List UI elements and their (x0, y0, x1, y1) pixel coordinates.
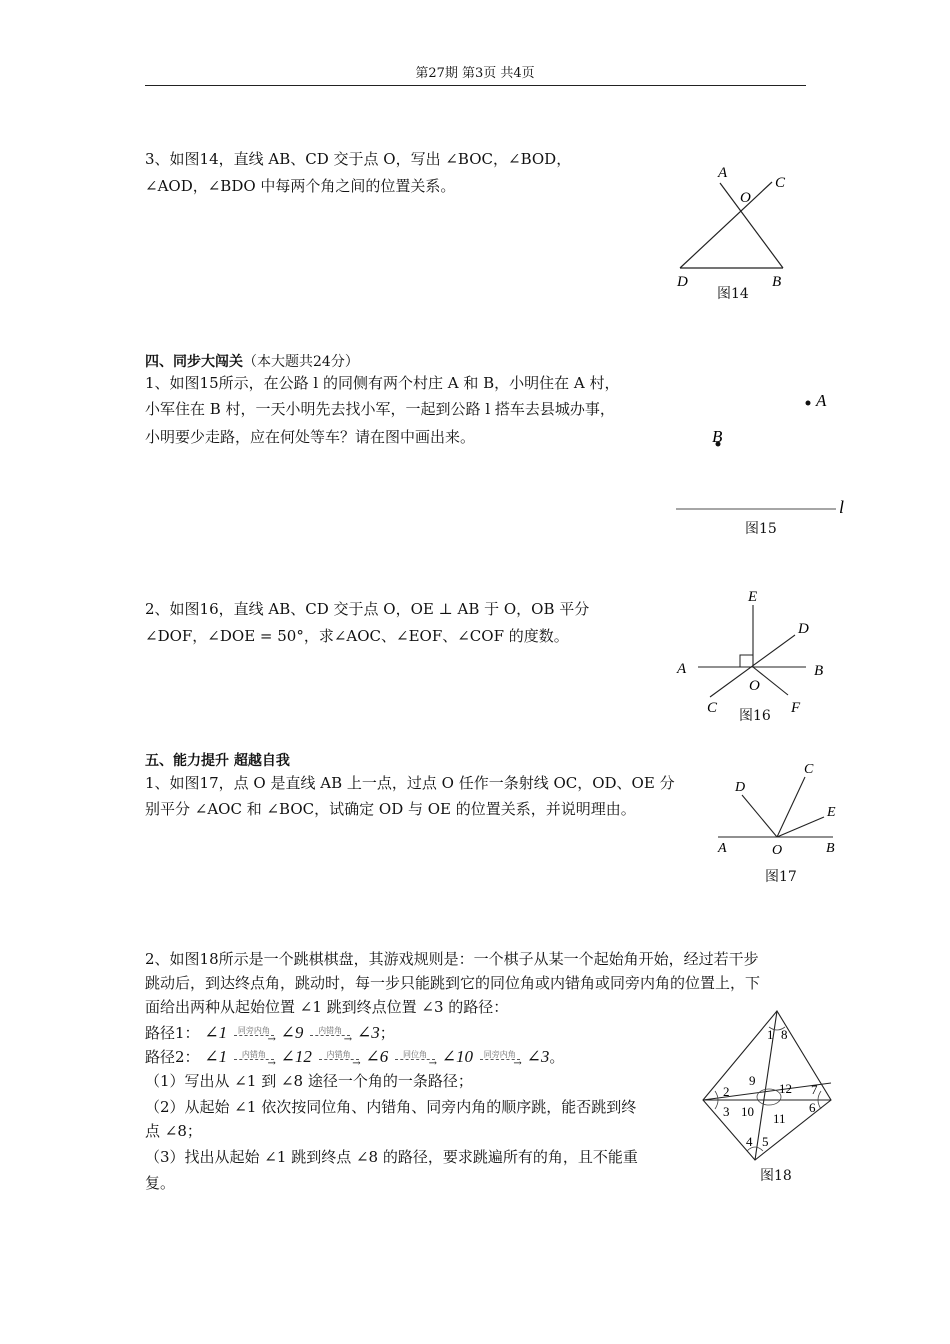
fig16-label-a: A (677, 661, 687, 677)
path-1-angle-b: ∠9 (280, 1023, 304, 1042)
arrow-icon: 内错角 → (308, 1028, 352, 1040)
s4-q1-line1: 1、如图15所示，在公路 l 的同侧有两个村庄 A 和 B，小明住在 A 村， (145, 374, 620, 392)
fig15-label-l: l (839, 497, 845, 517)
line-cd (680, 182, 772, 268)
path-1-angle-a: ∠1 (204, 1023, 228, 1042)
fig16-label-e: E (748, 589, 758, 605)
fig15-label-a: A (816, 391, 827, 410)
caption-16: 图16 (739, 708, 771, 724)
path-2-angle-e: ∠3 (526, 1047, 550, 1066)
fig17-label-c: C (804, 762, 814, 777)
s4-q2-line1: 2、如图16，直线 AB、CD 交于点 O，OE ⊥ AB 于 O，OB 平分 (145, 600, 590, 618)
angle-12: 12 (779, 1081, 792, 1096)
section-4-score: （本大题共24分） (243, 354, 359, 370)
angle-4: 4 (746, 1134, 753, 1149)
s5-sub1: （1）写出从 ∠1 到 ∠8 途径一个角的一条路径； (145, 1072, 473, 1090)
caption-14: 图14 (717, 286, 749, 302)
s4-q2-line2: ∠DOF，∠DOE = 50°，求∠AOC、∠EOF、∠COF 的度数。 (145, 627, 569, 645)
path-1-label: 路径1： (145, 1024, 200, 1042)
path-2-label: 路径2： (145, 1048, 200, 1066)
ray-od (742, 795, 777, 837)
angle-8: 8 (781, 1027, 788, 1042)
angle-3: 3 (723, 1104, 730, 1119)
q3-line1: 3、如图14，直线 AB、CD 交于点 O，写出 ∠BOC，∠BOD， (145, 150, 572, 168)
section-5-title: 五、能力提升 超越自我 (145, 753, 290, 769)
caption-18: 图18 (760, 1168, 792, 1184)
s5-sub3b: 复。 (145, 1174, 176, 1192)
angle-5: 5 (762, 1134, 769, 1149)
path-2: 路径2： ∠1 内错角 → ∠12 内错角 → ∠6 同位角 → ∠10 同旁内角 → ∠3。 (145, 1047, 565, 1069)
path-1-angle-c: ∠3 (356, 1023, 380, 1042)
page-header: 第27期 第3页 共4页 (415, 66, 535, 81)
fig16-label-f: F (791, 700, 801, 716)
ray-oe (777, 817, 824, 837)
s5-sub2a: （2）从起始 ∠1 依次按同位角、内错角、同旁内角的顺序跳，能否跳到终 (145, 1098, 637, 1116)
angle-10: 10 (741, 1104, 754, 1119)
angle-1: 1 (767, 1027, 774, 1042)
figure-18-board (695, 1005, 845, 1165)
arrow-icon: 同位角 → (393, 1052, 437, 1064)
fig17-label-a: A (718, 841, 727, 856)
section-4-heading (145, 350, 359, 373)
s5-q1-line2: 别平分 ∠AOC 和 ∠BOC，试确定 OD 与 OE 的位置关系，并说明理由。 (145, 800, 636, 818)
fig14-label-b: B (772, 274, 782, 290)
s5-sub3a: （3）找出从起始 ∠1 跳到终点 ∠8 的路径，要求跳遍所有的角，且不能重 (145, 1148, 638, 1166)
figure-15 (670, 380, 860, 530)
fig17-label-e: E (827, 805, 836, 820)
s5-q1-line1: 1、如图17，点 O 是直线 AB 上一点，过点 O 任作一条射线 OC，OD、OE 分 (145, 774, 675, 792)
s5-q2-line3: 面给出两种从起始位置 ∠1 跳到终点位置 ∠3 的路径： (145, 998, 509, 1016)
fig17-label-d: D (735, 780, 746, 795)
arrow-icon: 内错角 → (232, 1052, 276, 1064)
fig14-label-d: D (677, 274, 688, 290)
angle-2: 2 (723, 1084, 730, 1099)
caption-17: 图17 (765, 869, 797, 885)
line-ab (720, 183, 783, 268)
s4-q1-line2: 小军住在 B 村，一天小明先去找小军，一起到公路 l 搭车去县城办事， (145, 400, 615, 418)
fig17-label-b: B (826, 841, 835, 856)
fig16-label-d: D (798, 621, 809, 637)
path-2-angle-a: ∠1 (204, 1047, 228, 1066)
caption-15: 图15 (745, 521, 777, 537)
path-2-angle-b: ∠12 (280, 1047, 312, 1066)
angle-7: 7 (811, 1082, 818, 1097)
angle-9: 9 (749, 1073, 756, 1088)
figure-17 (705, 755, 845, 860)
fig16-label-b: B (814, 663, 824, 679)
fig17-label-o: O (772, 843, 783, 858)
arrow-icon: 同旁内角 → (478, 1052, 522, 1064)
path-2-angle-d: ∠10 (441, 1047, 474, 1066)
ray-oc (777, 777, 805, 837)
figure-14 (670, 160, 820, 300)
s5-sub2b: 点 ∠8； (145, 1122, 202, 1140)
s5-q2-line2: 跳动后，到达终点角，跳动时，每一步只能跳到它的同位角或内错角或同旁内角的位置上，下 (145, 974, 761, 992)
angle-11: 11 (773, 1111, 786, 1126)
header-rule (145, 85, 806, 86)
section-4-title: 四、同步大闯关 (145, 354, 243, 370)
path-2-angle-c: ∠6 (365, 1047, 389, 1066)
path-1: 路径1： ∠1 同旁内角 → ∠9 内错角 → ∠3； (145, 1023, 395, 1045)
s5-q2-line1: 2、如图18所示是一个跳棋棋盘，其游戏规则是：一个棋子从某一个起始角开始，经过若干步 (145, 950, 759, 968)
point-a (806, 401, 811, 406)
fig14-label-a: A (718, 165, 728, 181)
fig14-label-o: O (740, 190, 751, 206)
q3-line2: ∠AOD，∠BDO 中每两个角之间的位置关系。 (145, 177, 456, 195)
s4-q1-line3: 小明要少走路，应在何处等车？请在图中画出来。 (145, 428, 476, 446)
angle-6: 6 (809, 1100, 816, 1115)
fig16-label-o: O (749, 678, 760, 694)
arrow-icon: 内错角 → (317, 1052, 361, 1064)
arrow-icon: 同旁内角 → (232, 1028, 276, 1040)
fig16-label-c: C (707, 700, 718, 716)
right-angle-mark (740, 655, 753, 667)
fig15-label-b: B (712, 427, 723, 446)
fig14-label-c: C (775, 175, 786, 191)
